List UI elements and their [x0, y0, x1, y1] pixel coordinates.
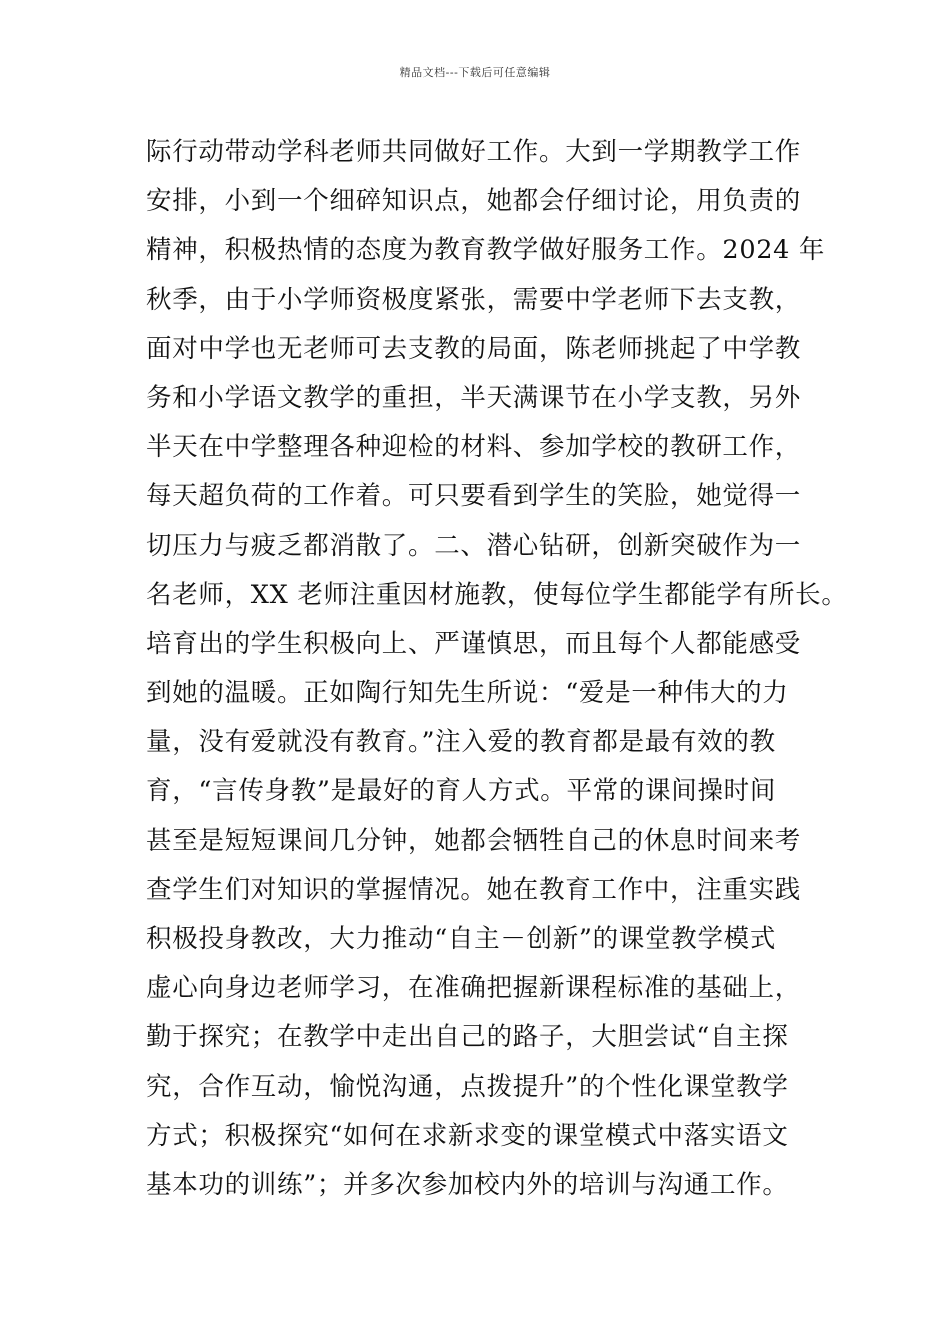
text-line: 到她的温暖。正如陶行知先生所说：“爱是一种伟大的力 — [146, 678, 789, 709]
text-line: 究，合作互动，愉悦沟通，点拨提升”的个性化课堂教学 — [146, 1071, 789, 1102]
text-line: 切压力与疲乏都消散了。二、潜心钻研，创新突破作为一 — [146, 530, 802, 561]
text-line: 虚心向身边老师学习，在准确把握新课程标准的基础上， — [146, 973, 802, 1004]
text-line: 面对中学也无老师可去支教的局面，陈老师挑起了中学教 — [146, 333, 802, 364]
body-paragraph — [146, 128, 848, 1210]
text-line: 基本功的训练”；并多次参加校内外的培训与沟通工作。 — [146, 1169, 789, 1200]
text-line: 秋季，由于小学师资极度紧张，需要中学老师下去支教， — [146, 284, 802, 315]
text-line: 培育出的学生积极向上、严谨慎思，而且每个人都能感受 — [146, 628, 802, 659]
text-line: 精神，积极热情的态度为教育教学做好服务工作。2024 年 — [146, 235, 826, 266]
text-line: 名老师，XX 老师注重因材施教，使每位学生都能学有所长。 — [146, 579, 848, 610]
text-line: 量，没有爱就没有教育。”注入爱的教育都是最有效的教 — [146, 727, 776, 758]
text-line: 查学生们对知识的掌握情况。她在教育工作中，注重实践 — [146, 874, 802, 905]
text-line: 安排，小到一个细碎知识点，她都会仔细讨论，用负责的 — [146, 186, 802, 217]
text-line: 勤于探究；在教学中走出自己的路子，大胆尝试“自主探 — [146, 1022, 789, 1053]
text-line: 育，“言传身教”是最好的育人方式。平常的课间操时间 — [146, 776, 777, 807]
text-line: 方式；积极探究“如何在求新求变的课堂模式中落实语文 — [146, 1120, 789, 1151]
text-line: 际行动带动学科老师共同做好工作。大到一学期教学工作 — [146, 137, 802, 167]
text-line: 甚至是短短课间几分钟，她都会牺牲自己的休息时间来考 — [146, 825, 802, 856]
text-line: 半天在中学整理各种迎检的材料、参加学校的教研工作， — [146, 432, 802, 463]
page-header: 精品文档---下载后可任意编辑 — [399, 66, 551, 79]
text-line: 务和小学语文教学的重担，半天满课节在小学支教，另外 — [146, 382, 802, 413]
text-line: 每天超负荷的工作着。可只要看到学生的笑脸，她觉得一 — [146, 481, 802, 512]
text-line: 积极投身教改，大力推动“自主－创新”的课堂教学模式 — [146, 924, 777, 954]
